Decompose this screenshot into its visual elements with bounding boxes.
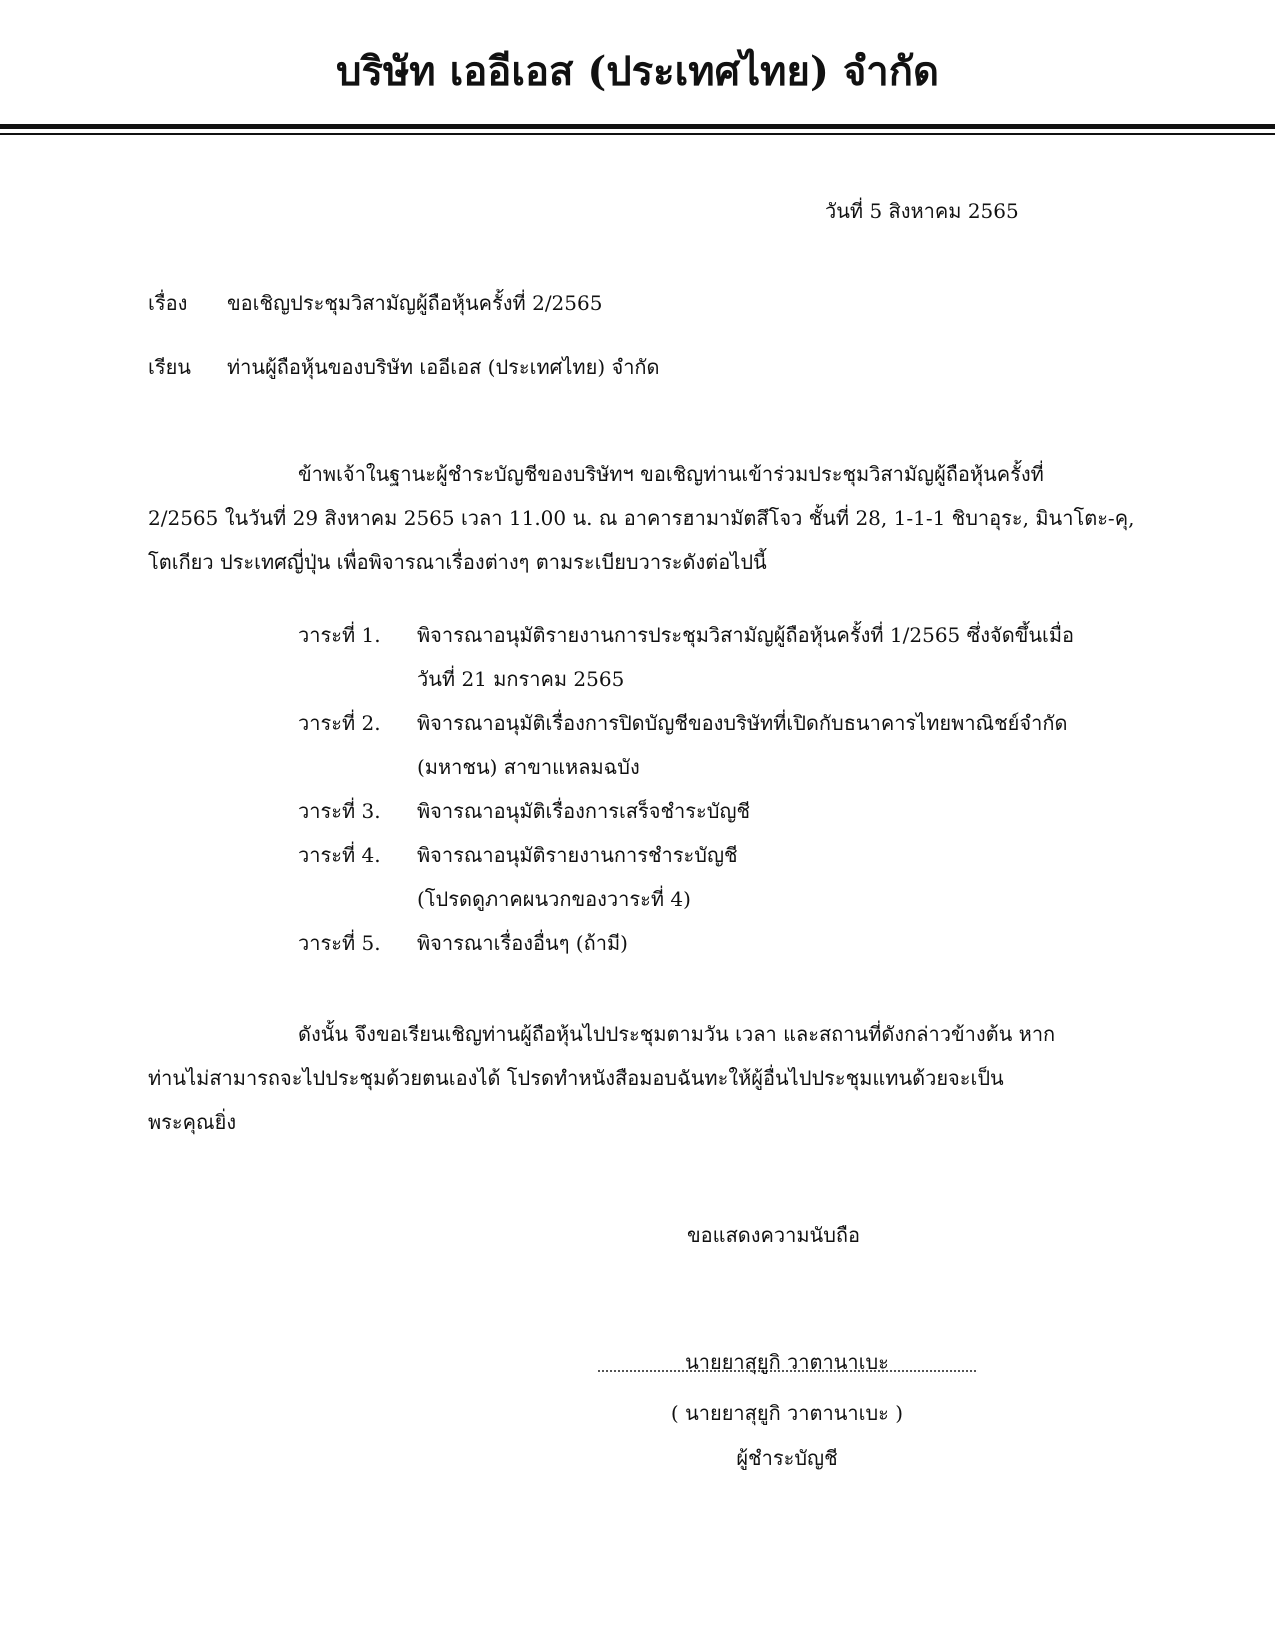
subject-text: ขอเชิญประชุมวิสามัญผู้ถือหุ้นครั้งที่ 2/2565 <box>227 291 603 315</box>
paragraph-line: ดังนั้น จึงขอเรียนเชิญท่านผู้ถือหุ้นไปประชุมตามวัน เวลา และสถานที่ดังกล่าวข้างต้น หาก <box>298 1022 1056 1046</box>
agenda-line: (โปรดดูภาคผนวกของวาระที่ 4) <box>417 887 691 911</box>
closing-regards: ขอแสดงความนับถือ <box>687 1223 861 1247</box>
agenda-line: วันที่ 21 มกราคม 2565 <box>417 667 625 691</box>
agenda-line: พิจารณาอนุมัติรายงานการประชุมวิสามัญผู้ถือหุ้นครั้งที่ 1/2565 ซึ่งจัดขึ้นเมื่อ <box>417 623 1075 647</box>
company-name: บริษัท เออีเอส (ประเทศไทย) จำกัด <box>336 48 939 95</box>
agenda-item-5 <box>298 921 1108 965</box>
header-rule-thin <box>0 133 1275 135</box>
agenda-number: วาระที่ 1. <box>298 623 381 647</box>
subject-label: เรื่อง <box>148 291 188 315</box>
agenda-line: พิจารณาอนุมัติรายงานการชำระบัญชี <box>417 843 738 867</box>
paragraph-line: โตเกียว ประเทศญี่ปุ่น เพื่อพิจารณาเรื่องต่างๆ ตามระเบียบวาระดังต่อไปนี้ <box>148 550 767 574</box>
agenda-text <box>417 833 1108 921</box>
agenda-line: พิจารณาเรื่องอื่นๆ (ถ้ามี) <box>417 931 628 955</box>
agenda-line: พิจารณาอนุมัติเรื่องการเสร็จชำระบัญชี <box>417 799 751 823</box>
invitation-paragraph <box>148 452 1135 584</box>
agenda-item-3 <box>298 789 1108 833</box>
agenda-number: วาระที่ 2. <box>298 711 381 735</box>
salutation-text: ท่านผู้ถือหุ้นของบริษัท เออีเอส (ประเทศไทย) จำกัด <box>227 355 660 379</box>
header-rule-thick <box>0 124 1275 129</box>
letter-date: วันที่ 5 สิงหาคม 2565 <box>825 199 1019 223</box>
agenda-text <box>417 921 1108 965</box>
signatory-printed-name: ( นายยาสุยูกิ วาตานาเบะ ) <box>670 1401 904 1425</box>
closing-paragraph <box>148 1012 1108 1144</box>
agenda-number: วาระที่ 3. <box>298 799 381 823</box>
agenda-item-1 <box>298 613 1108 701</box>
paragraph-line: ท่านไม่สามารถจะไปประชุมด้วยตนเองได้ โปรดทำหนังสือมอบฉันทะให้ผู้อื่นไปประชุมแทนด้วยจะเป็น <box>148 1066 1004 1090</box>
paragraph-line: พระคุณยิ่ง <box>148 1110 237 1134</box>
agenda-number: วาระที่ 5. <box>298 931 381 955</box>
paragraph-line: ข้าพเจ้าในฐานะผู้ชำระบัญชีของบริษัทฯ ขอเชิญท่านเข้าร่วมประชุมวิสามัญผู้ถือหุ้นครั้งที่ <box>298 462 1044 486</box>
agenda-line: (มหาชน) สาขาแหลมฉบัง <box>417 755 640 779</box>
agenda-line: พิจารณาอนุมัติเรื่องการปิดบัญชีของบริษัทที่เปิดกับธนาคารไทยพาณิชย์จำกัด <box>417 711 1068 735</box>
agenda-item-2 <box>298 701 1108 789</box>
agenda-list <box>298 613 1108 965</box>
salutation-label: เรียน <box>148 355 191 379</box>
agenda-text <box>417 789 1108 833</box>
agenda-item-4 <box>298 833 1108 921</box>
paragraph-line: 2/2565 ในวันที่ 29 สิงหาคม 2565 เวลา 11.00 น. ณ อาคารฮามามัตสึโจว ชั้นที่ 28, 1-1-1 ชิบาอุระ, มินาโตะ-คุ, <box>148 506 1135 530</box>
agenda-text <box>417 613 1108 701</box>
signatory-title: ผู้ชำระบัญชี <box>736 1446 838 1470</box>
agenda-text <box>417 701 1108 789</box>
agenda-number: วาระที่ 4. <box>298 843 381 867</box>
signature-name: นายยาสุยูกิ วาตานาเบะ <box>685 1350 889 1374</box>
